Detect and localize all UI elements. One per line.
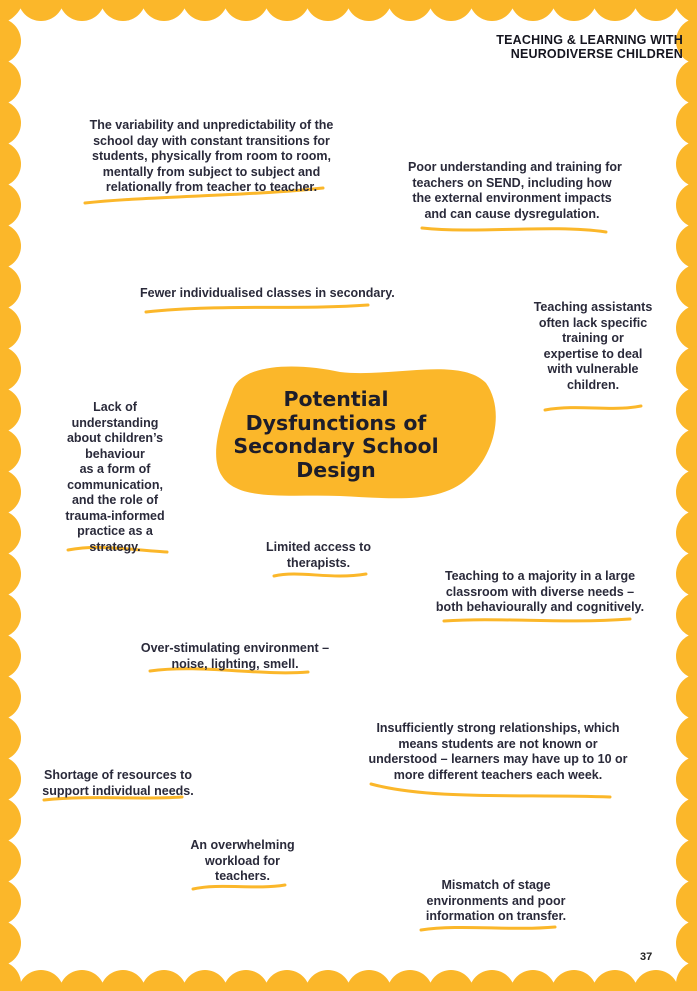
underline-send-training xyxy=(422,228,606,232)
border-scallop xyxy=(469,0,515,21)
note-resources: Shortage of resources to support individual needs. xyxy=(42,768,194,798)
border-scallop xyxy=(387,0,433,21)
border-scallop xyxy=(0,715,21,761)
underline-individualised xyxy=(146,305,368,312)
border-scallop xyxy=(182,970,228,991)
border-scallop xyxy=(0,18,21,64)
border-scallop xyxy=(0,428,21,474)
border-scallop xyxy=(510,970,556,991)
underline-mismatch xyxy=(421,927,555,930)
note-behaviour: Lack of understanding about children’s behaviour as a form of communication, and the role of trauma-informed practice as a strategy. xyxy=(65,400,165,554)
border-scallop xyxy=(676,551,697,597)
border-scallop xyxy=(676,469,697,515)
border-scallop xyxy=(100,970,146,991)
underline-assistants xyxy=(545,406,641,410)
underline-workload xyxy=(193,885,285,889)
border-scallop xyxy=(223,970,269,991)
section-header: TEACHING & LEARNING WITH NEURODIVERSE CHILDREN xyxy=(496,33,683,61)
border-scallop xyxy=(676,510,697,556)
border-scallop xyxy=(0,879,21,925)
border-scallop xyxy=(676,100,697,146)
note-variability: The variability and unpredictability of the school day with constant transitions for students, physically from room to room, mentally from subject to subject and relationally from teacher to teacher. xyxy=(89,118,334,194)
border-scallop xyxy=(18,0,64,21)
border-scallop xyxy=(676,879,697,925)
border-scallop xyxy=(551,0,597,21)
border-scallop xyxy=(0,838,21,884)
border-scallop xyxy=(676,223,697,269)
border-scallop xyxy=(592,970,638,991)
border-scallop xyxy=(59,0,105,21)
border-scallop xyxy=(0,961,21,991)
border-scallop xyxy=(0,264,21,310)
border-scallop xyxy=(633,970,679,991)
border-scallop xyxy=(0,510,21,556)
note-individualised: Fewer individualised classes in secondary. xyxy=(140,286,395,300)
border-scallop xyxy=(676,264,697,310)
border-scallop xyxy=(0,920,21,966)
border-scallop xyxy=(676,633,697,679)
note-therapists: Limited access to therapists. xyxy=(266,540,371,570)
note-relationships: Insufficiently strong relationships, which means students are not known or understood – learners may have up to 10 or more different teachers each week. xyxy=(368,721,628,782)
border-scallop xyxy=(0,141,21,187)
border-scallop xyxy=(428,0,474,21)
border-scallop xyxy=(592,0,638,21)
border-scallop xyxy=(0,674,21,720)
border-scallop xyxy=(510,0,556,21)
border-scallop xyxy=(676,838,697,884)
border-scallop xyxy=(676,428,697,474)
border-scallop xyxy=(676,141,697,187)
note-majority: Teaching to a majority in a large classroom with diverse needs – both behaviourally and cognitively. xyxy=(435,569,645,614)
note-assistants: Teaching assistants often lack specific training or expertise to deal with vulnerable children. xyxy=(533,300,653,392)
border-scallop xyxy=(387,970,433,991)
border-scallop xyxy=(0,305,21,351)
border-scallop xyxy=(264,970,310,991)
border-scallop xyxy=(551,970,597,991)
page-number: 37 xyxy=(640,951,653,963)
border-scallop xyxy=(0,469,21,515)
border-scallop xyxy=(676,59,697,105)
border-scallop xyxy=(0,223,21,269)
border-scallop xyxy=(182,0,228,21)
border-scallop xyxy=(264,0,310,21)
border-scallop xyxy=(676,961,697,991)
border-scallop xyxy=(428,970,474,991)
border-scallop xyxy=(0,592,21,638)
border-scallop xyxy=(676,797,697,843)
border-scallop xyxy=(676,182,697,228)
note-mismatch: Mismatch of stage environments and poor information on transfer. xyxy=(425,878,567,923)
border-scallop xyxy=(141,0,187,21)
underline-relationships xyxy=(371,784,610,797)
border-scallop xyxy=(676,346,697,392)
underline-majority xyxy=(444,619,630,621)
border-scallop xyxy=(346,0,392,21)
border-scallop xyxy=(676,387,697,433)
border-scallop xyxy=(0,633,21,679)
border-scallop xyxy=(0,387,21,433)
underline-therapists xyxy=(274,574,366,576)
border-scallop xyxy=(305,0,351,21)
border-scallop xyxy=(18,970,64,991)
border-scallop xyxy=(676,715,697,761)
border-scallop xyxy=(141,970,187,991)
border-scallop xyxy=(305,970,351,991)
border-scallop xyxy=(0,182,21,228)
border-scallop xyxy=(346,970,392,991)
note-stimulating: Over-stimulating environment – noise, lighting, smell. xyxy=(140,641,330,671)
border-scallop xyxy=(100,0,146,21)
border-scallop xyxy=(676,305,697,351)
border-scallop xyxy=(0,346,21,392)
border-scallop xyxy=(676,920,697,966)
border-scallop xyxy=(676,756,697,802)
border-scallop xyxy=(469,970,515,991)
central-title: Potential Dysfunctions of Secondary School Design xyxy=(233,387,439,482)
note-workload: An overwhelming workload for teachers. xyxy=(190,838,295,883)
border-scallop xyxy=(676,674,697,720)
border-scallop xyxy=(223,0,269,21)
border-scallop xyxy=(0,797,21,843)
border-scallop xyxy=(676,592,697,638)
border-scallop xyxy=(0,551,21,597)
note-send-training: Poor understanding and training for teachers on SEND, including how the external environment impacts and can cause dysregulation. xyxy=(408,160,622,221)
border-scallop xyxy=(0,59,21,105)
border-scallop xyxy=(0,756,21,802)
border-scallop xyxy=(633,0,679,21)
border-scallop xyxy=(59,970,105,991)
border-scallop xyxy=(0,100,21,146)
